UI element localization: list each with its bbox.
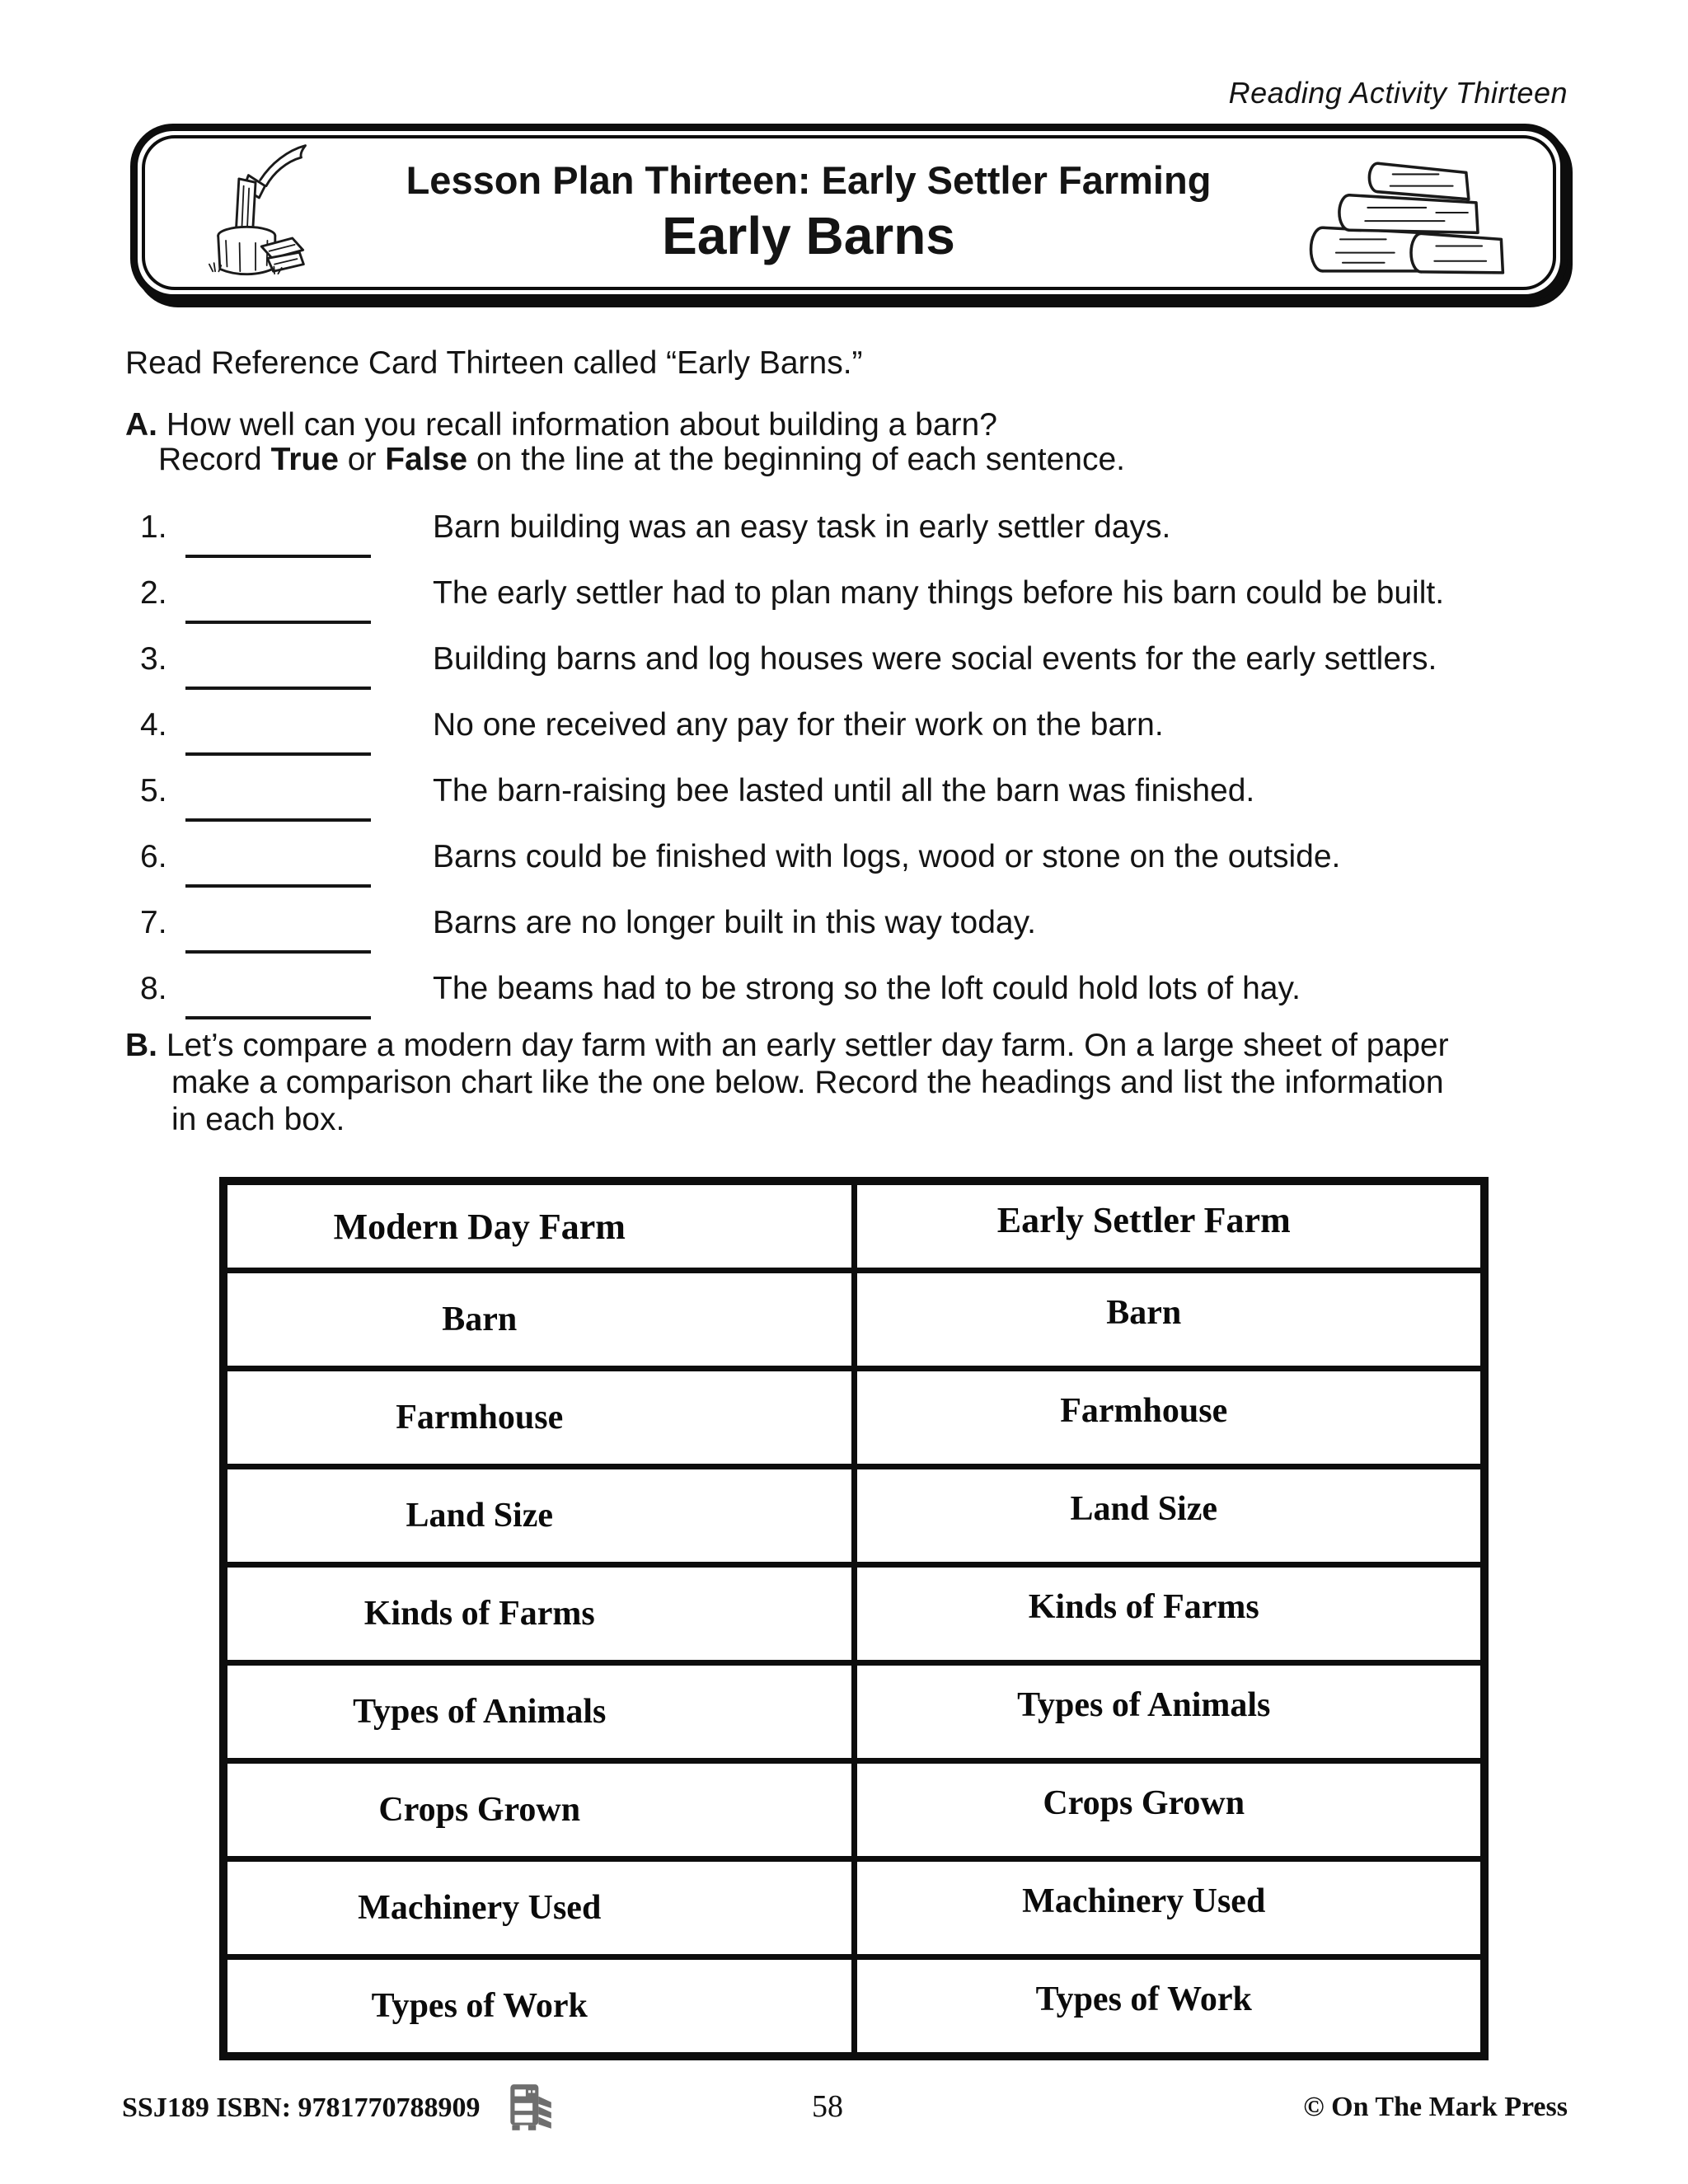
table-row	[223, 1957, 1484, 2057]
section-b-line: make a comparison chart like the one below. Record the headings and list the information	[171, 1065, 1444, 1100]
table-cell-text: Types of Animals	[1017, 1686, 1271, 1724]
page-footer	[0, 2059, 1688, 2158]
table-cell-text: Crops Grown	[378, 1791, 581, 1829]
instruction-segment: on the line at the beginning of each sentence.	[467, 442, 1125, 477]
statement-text: Barns are no longer built in this way today.	[433, 905, 1037, 940]
table-row	[223, 1565, 1484, 1663]
table-cell-text: Barn	[1106, 1294, 1182, 1332]
answer-blank[interactable]	[185, 596, 371, 624]
title-banner	[130, 124, 1568, 302]
true-false-list	[124, 494, 1607, 1022]
table-cell	[223, 1565, 854, 1663]
answer-blank[interactable]	[185, 860, 371, 888]
true-false-item	[124, 758, 1607, 824]
table-cell-text: Crops Grown	[1043, 1784, 1245, 1822]
item-number: 1.	[140, 509, 167, 545]
item-number: 4.	[140, 707, 167, 743]
table-cell	[223, 1663, 854, 1761]
table-cell	[854, 1369, 1484, 1467]
intro-text: Read Reference Card Thirteen called “Early Barns.”	[125, 345, 863, 381]
table-header-cell	[223, 1181, 854, 1271]
table-row	[223, 1369, 1484, 1467]
section-a-heading	[125, 407, 997, 443]
statement-text: The beams had to be strong so the loft could hold lots of hay.	[433, 971, 1301, 1006]
table-cell-text: Types of Work	[1035, 1980, 1252, 2018]
table-cell-text: Machinery Used	[1022, 1882, 1266, 1920]
page-number: 58	[812, 2089, 843, 2124]
answer-blank[interactable]	[185, 728, 371, 756]
item-number: 5.	[140, 773, 167, 808]
section-a-label: A.	[125, 407, 157, 443]
table-row	[223, 1271, 1484, 1369]
table-cell-text: Farmhouse	[1060, 1392, 1228, 1430]
table-cell	[854, 1859, 1484, 1957]
table-cell	[854, 1565, 1484, 1663]
true-false-item	[124, 494, 1607, 560]
true-false-item	[124, 560, 1607, 626]
table-header-row	[223, 1181, 1484, 1271]
true-false-item	[124, 626, 1607, 692]
section-a-instruction	[158, 442, 1125, 478]
table-cell	[223, 1271, 854, 1369]
table-cell-text: Types of Animals	[353, 1693, 607, 1731]
table-header-cell	[854, 1181, 1484, 1271]
item-number: 2.	[140, 575, 167, 611]
table-row	[223, 1663, 1484, 1761]
instruction-segment: True	[270, 442, 339, 477]
table-header-text: Modern Day Farm	[333, 1206, 626, 1247]
table-cell-text: Land Size	[1070, 1490, 1218, 1528]
section-b-line: in each box.	[171, 1102, 345, 1137]
answer-blank[interactable]	[185, 530, 371, 558]
running-head: Reading Activity Thirteen	[1228, 76, 1568, 110]
banner-text-block	[330, 159, 1287, 266]
table-cell	[854, 1467, 1484, 1565]
section-a-question: How well can you recall information about building a barn?	[166, 407, 997, 443]
table-cell	[223, 1859, 854, 1957]
answer-blank[interactable]	[185, 926, 371, 954]
table-header-text: Early Settler Farm	[996, 1199, 1291, 1240]
title-banner-inner	[142, 135, 1556, 290]
table-cell-text: Farmhouse	[396, 1399, 564, 1436]
item-number: 6.	[140, 839, 167, 874]
section-b-label: B.	[125, 1028, 157, 1063]
comparison-table	[219, 1177, 1489, 2060]
table-cell-text: Types of Work	[371, 1987, 588, 2025]
instruction-segment: or	[338, 442, 386, 477]
section-b-text	[166, 1028, 1449, 1137]
true-false-item	[124, 890, 1607, 956]
table-cell	[223, 1761, 854, 1859]
item-number: 8.	[140, 971, 167, 1006]
statement-text: The early settler had to plan many things before his barn could be built.	[433, 575, 1445, 611]
statement-text: Barns could be finished with logs, wood or stone on the outside.	[433, 839, 1341, 874]
publisher-credit: © On The Mark Press	[1303, 2092, 1568, 2122]
true-false-item	[124, 692, 1607, 758]
table-row	[223, 1467, 1484, 1565]
table-cell-text: Land Size	[406, 1497, 554, 1535]
axe-in-chopping-stump-illustration	[173, 138, 330, 287]
isbn-text: SSJ189 ISBN: 9781770788909	[122, 2093, 481, 2123]
table-cell-text: Barn	[442, 1301, 518, 1338]
lesson-subtitle: Early Barns	[662, 206, 955, 266]
answer-blank[interactable]	[185, 662, 371, 690]
true-false-item	[124, 956, 1607, 1022]
answer-blank[interactable]	[185, 794, 371, 822]
table-cell	[854, 1271, 1484, 1369]
instruction-segment: Record	[158, 442, 271, 477]
table-cell	[223, 1957, 854, 2057]
item-number: 3.	[140, 641, 167, 677]
table-cell	[854, 1663, 1484, 1761]
statement-text: Barn building was an easy task in early settler days.	[433, 509, 1171, 545]
statement-text: Building barns and log houses were social events for the early settlers.	[433, 641, 1437, 677]
table-cell	[854, 1761, 1484, 1859]
item-number: 7.	[140, 905, 167, 940]
answer-blank[interactable]	[185, 991, 371, 1019]
table-row	[223, 1859, 1484, 1957]
section-b-line: Let’s compare a modern day farm with an early settler day farm. On a large sheet of paper	[166, 1028, 1449, 1063]
lesson-title: Lesson Plan Thirteen: Early Settler Farming	[406, 157, 1212, 202]
instruction-segment: False	[385, 442, 468, 477]
table-cell-text: Kinds of Farms	[363, 1595, 595, 1633]
table-cell-text: Machinery Used	[358, 1889, 602, 1927]
table-row	[223, 1761, 1484, 1859]
statement-text: No one received any pay for their work on the barn.	[433, 707, 1164, 743]
true-false-item	[124, 824, 1607, 890]
section-b-paragraph	[125, 1027, 1449, 1138]
table-cell	[223, 1467, 854, 1565]
table-cell	[854, 1957, 1484, 2057]
table-cell	[223, 1369, 854, 1467]
table-cell-text: Kinds of Farms	[1028, 1588, 1259, 1626]
statement-text: The barn-raising bee lasted until all the barn was finished.	[433, 773, 1255, 808]
stacked-logs-illustration	[1287, 146, 1535, 279]
